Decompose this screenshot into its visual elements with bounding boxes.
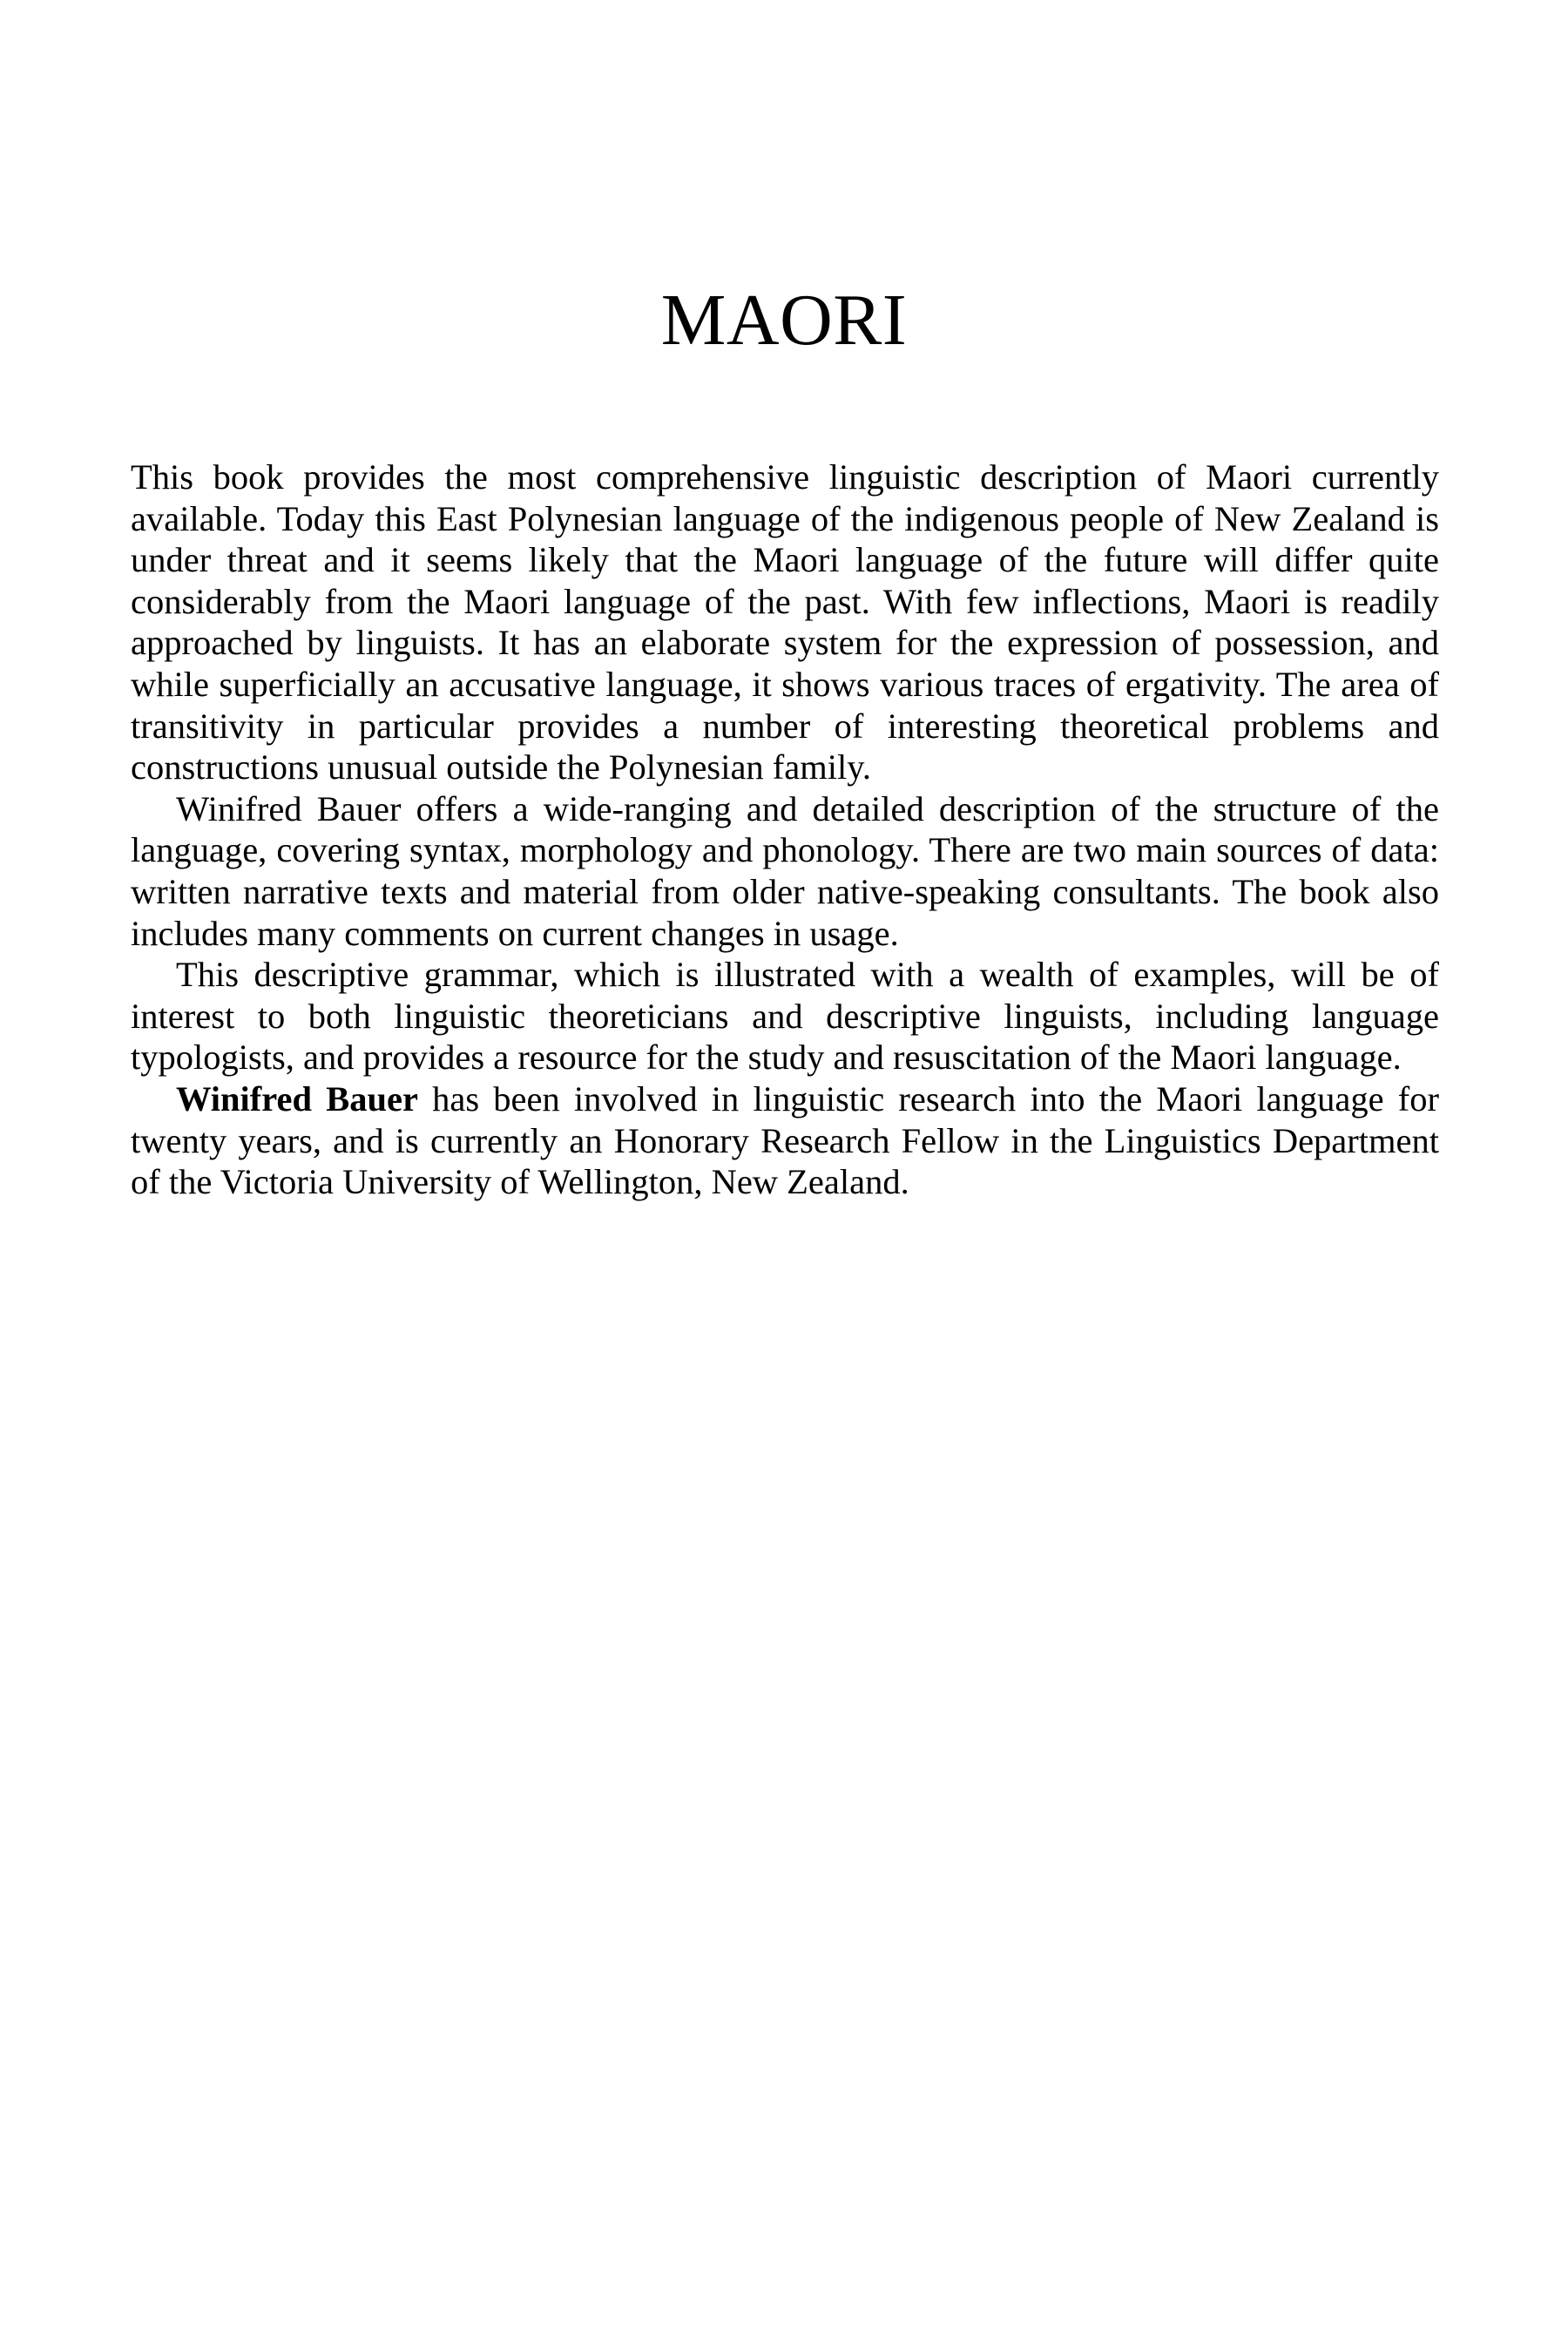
book-description bbox=[131, 456, 1439, 1203]
book-title: MAORI bbox=[660, 280, 908, 361]
description-paragraph-2: Winifred Bauer offers a wide-ranging and detailed description of the structure of the language, covering syntax, morphology and phonology. There are two main sources of data: written narrative texts and material from older native-speaking consultants. The book also includes many comments on current changes in usage. bbox=[131, 788, 1439, 953]
author-name: Winifred Bauer bbox=[176, 1078, 418, 1119]
description-paragraph-3: This descriptive grammar, which is illustrated with a wealth of examples, will be of interest to both linguistic theoreticians and descriptive linguists, including language typologists, and provides a resource for the study and resuscitation of the Maori language. bbox=[131, 955, 1439, 1078]
description-paragraph-1: This book provides the most comprehensive linguistic description of Maori currently available. Today this East Polynesian language of the indigenous people of New Zealand is under threat and it seems likely that the Maori language of the future will differ quite considerably from the Maori language of the past. With few inflections, Maori is readily approached by linguists. It has an elaborate system for the expression of possession, and while superficially an accusative language, it shows various traces of ergativity. The area of transitivity in particular provides a number of interesting theoretical problems and constructions unusual outside the Polynesian family. bbox=[131, 457, 1439, 787]
author-bio-text: has been involved in linguistic research into the Maori language for twenty years, and is currently an Honorary Research Fellow in the Linguistics Department of the Victoria University of Wellington, New Zealand. bbox=[131, 1078, 1439, 1202]
author-bio-paragraph bbox=[131, 1078, 1439, 1203]
